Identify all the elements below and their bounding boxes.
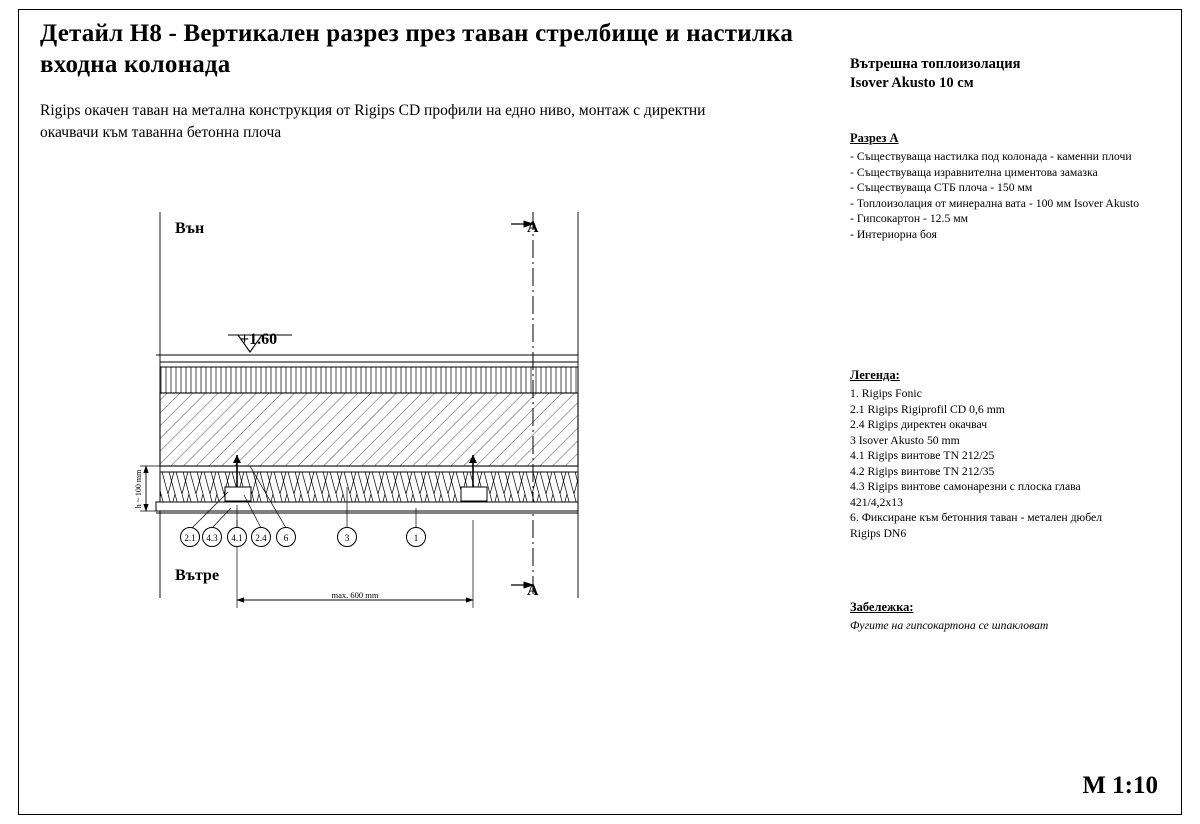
- layer-screed: [160, 367, 578, 393]
- label-inside: Вътре: [175, 567, 220, 584]
- section-mark-bottom: А: [527, 582, 539, 599]
- callout-bubble: [338, 528, 357, 547]
- label-outside: Вън: [175, 220, 205, 237]
- callout-label: 2.4: [255, 533, 267, 543]
- section-a-line: - Съществуваща изравнителна циментова замазка: [850, 165, 1098, 179]
- callout-label: 2.1: [184, 533, 196, 543]
- page-title: Детайл H8 - Вертикален разрез през таван стрелбище и настилка входна колонада: [40, 20, 794, 78]
- legend-line: 4.3 Rigips винтове самонарезни с плоска глава: [850, 480, 1081, 493]
- callout-bubble: [181, 528, 200, 547]
- span-dimension-label: max. 600 mm: [331, 590, 379, 600]
- layer-gypsum-board: [156, 502, 578, 511]
- callout-bubble: [407, 528, 426, 547]
- legend-line: 421/4,2x13: [850, 495, 903, 509]
- legend-line: 2.1 Rigips Rigiprofil CD 0,6 mm: [850, 402, 1005, 416]
- legend-line: 3 Isover Akusto 50 mm: [850, 433, 960, 447]
- legend-line: 4.2 Rigips винтове TN 212/35: [850, 464, 995, 478]
- callout-label: 1: [413, 534, 419, 544]
- layer-concrete-slab: [160, 393, 578, 466]
- insulation-title-line2: Isover Akusto 10 см: [850, 75, 974, 91]
- section-a-line: - Интериорна боя: [850, 227, 937, 241]
- callout-bubble: [203, 528, 222, 547]
- cd-profile-left: [225, 487, 251, 501]
- callout-label: 4.1: [231, 533, 243, 543]
- scale-label: M 1:10: [1082, 772, 1158, 799]
- callout-bubble: [228, 528, 247, 547]
- insulation-title-line1: Вътрешна топлоизолация: [850, 56, 1021, 72]
- section-a-line: - Съществуваща СТБ плоча - 150 мм: [850, 181, 1033, 194]
- section-mark-top: А: [527, 219, 539, 236]
- legend-line: Rigips DN6: [850, 526, 907, 540]
- level-mark-label: +1.60: [240, 331, 278, 348]
- legend-line: 4.1 Rigips винтове TN 212/25: [850, 449, 995, 462]
- section-a-heading: Разрез А: [850, 131, 899, 145]
- legend-line: 6. Фиксиране към бетонния таван - метален дюбел: [850, 511, 1103, 524]
- note-heading: Забележка:: [850, 600, 914, 614]
- cd-profile-right: [461, 487, 487, 501]
- callout-label: 4.3: [206, 533, 218, 543]
- callout-label: 3: [344, 534, 350, 544]
- legend-line: 1. Rigips Fonic: [850, 387, 922, 400]
- section-a-line: - Топлоизолация от минерална вата - 100 мм Isover Akusto: [850, 196, 1140, 210]
- callout-label: 6: [283, 534, 289, 544]
- legend-line: 2.4 Rigips директен окачвач: [850, 418, 988, 431]
- note-line: Фугите на гипсокартона се шпакловат: [850, 619, 1049, 632]
- section-a-line: - Съществуваща настилка под колонада - каменни плочи: [850, 150, 1132, 163]
- height-note-label: h ~ 100 mm: [134, 469, 143, 509]
- page-subtitle: Rigips окачен таван на метална конструкция от Rigips CD профили на едно ниво, монтаж с директни окачвачи към таванна бетонна плоча: [40, 102, 706, 141]
- callout-bubble: [277, 528, 296, 547]
- callout-bubble: [252, 528, 271, 547]
- legend-heading: Легенда:: [850, 368, 900, 382]
- section-a-line: - Гипсокартон - 12.5 мм: [850, 212, 968, 225]
